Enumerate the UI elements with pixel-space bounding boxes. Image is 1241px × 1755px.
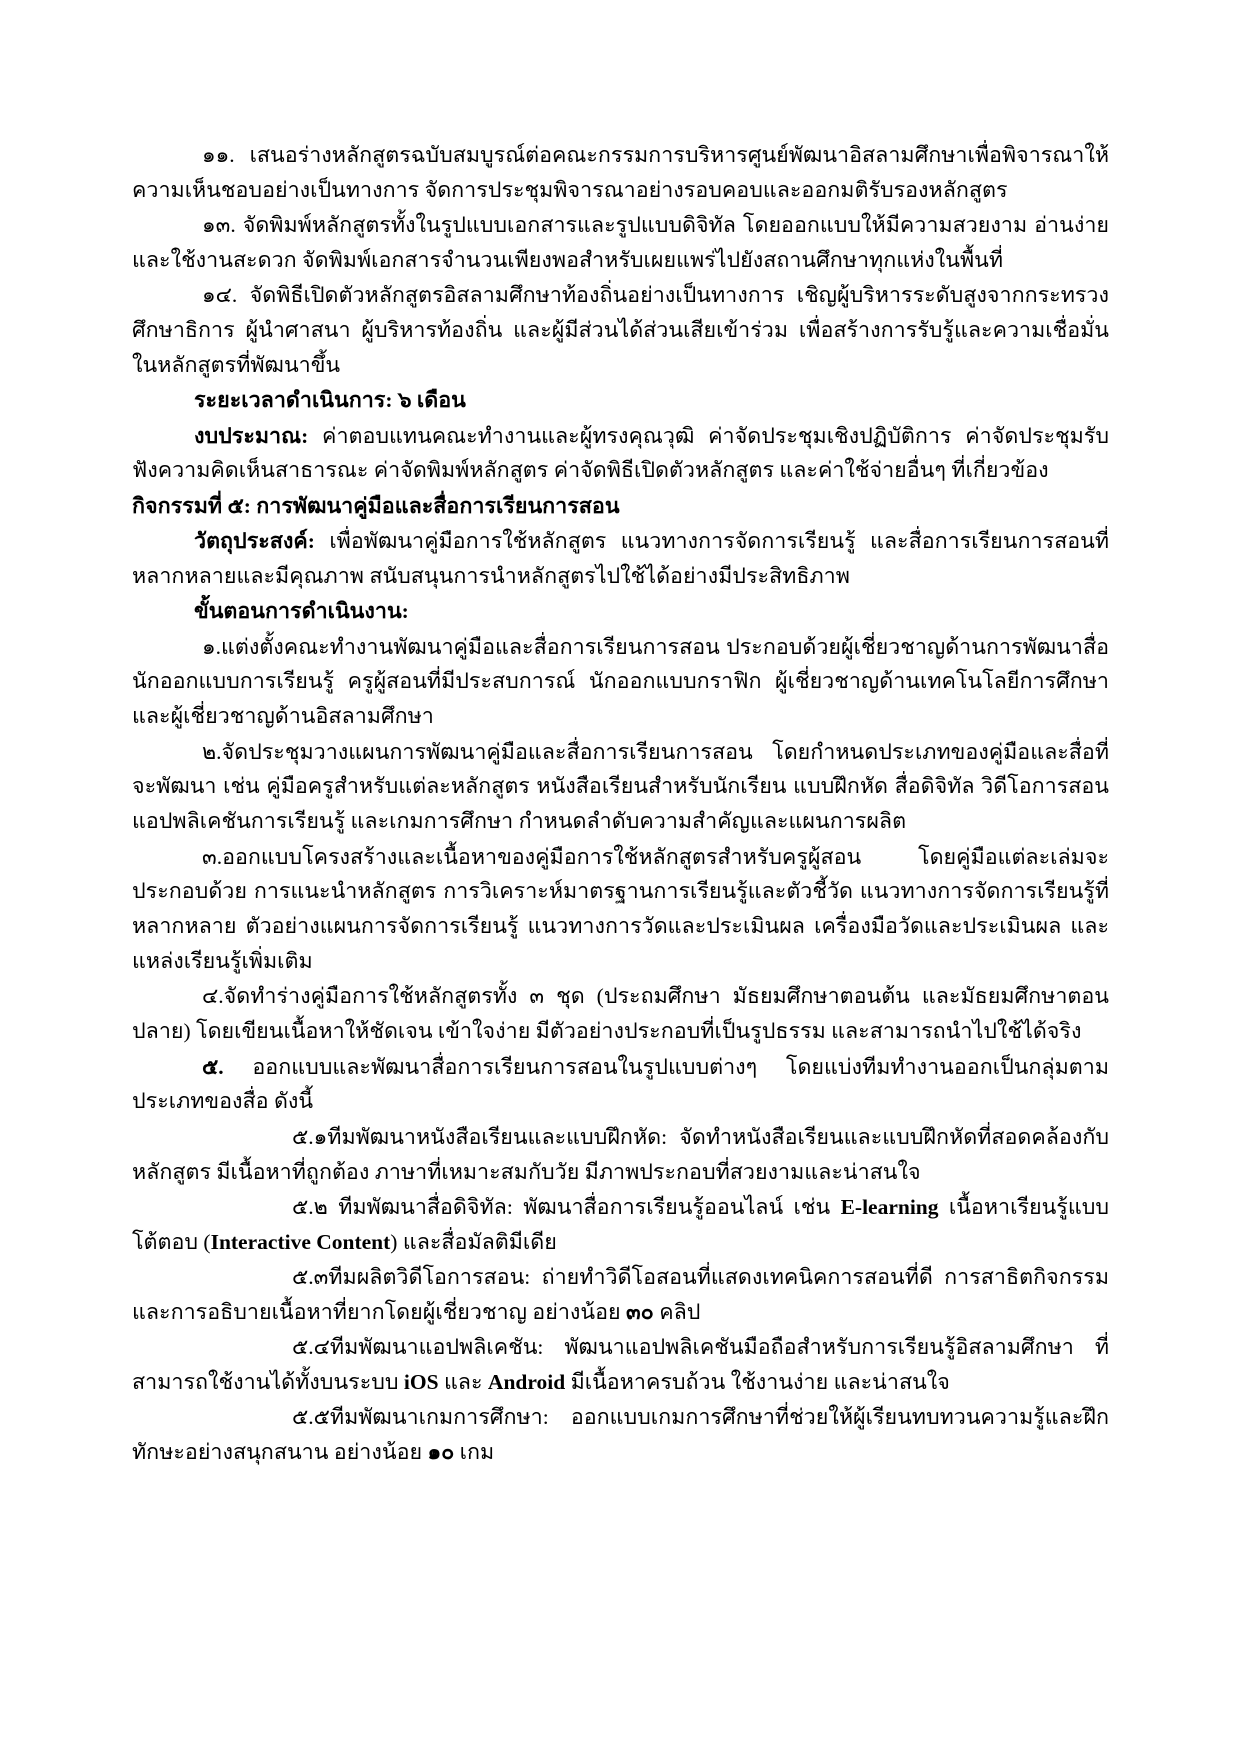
paragraph-step-5-5 xyxy=(132,1400,1109,1470)
text-run: เนื้อหาเรียนรู้แบบโต้ตอบ ( xyxy=(132,1194,1109,1254)
text-run: ๑.แต่งตั้งคณะทำงานพัฒนาคู่มือและสื่อการเรียนการสอน ประกอบด้วยผู้เชี่ยวชาญด้านการพัฒนาสื่อ นักออกแบบการเรียนรู้ ครูผู้สอนที่มีประสบการณ์ นักออกแบบกราฟิก ผู้เชี่ยวชาญด้านเทคโนโลยีการศึกษา และผู้เชี่ยวชาญด้านอิสลามศึกษา xyxy=(132,634,1109,729)
text-run: Android xyxy=(487,1369,566,1394)
text-run: ๕.๔ทีมพัฒนาแอปพลิเคชัน: พัฒนาแอปพลิเคชันมือถือสำหรับการเรียนรู้อิสลามศึกษา ที่สามารถใช้งานได้ทั้งบนระบบ xyxy=(132,1335,1109,1394)
text-run: ๒.จัดประชุมวางแผนการพัฒนาคู่มือและสื่อการเรียนการสอน โดยกำหนดประเภทของคู่มือและสื่อที่จะพัฒนา เช่น คู่มือครูสำหรับแต่ละหลักสูตร หนังสือเรียนสำหรับนักเรียน แบบฝึกหัด สื่อดิจิทัล วิดีโอการสอน แอปพลิเคชันการเรียนรู้ และเกมการศึกษา กำหนดลำดับความสำคัญและแผนการผลิต xyxy=(132,739,1109,834)
text-run: ๑๑. เสนอร่างหลักสูตรฉบับสมบูรณ์ต่อคณะกรรมการบริหารศูนย์พัฒนาอิสลามศึกษาเพื่อพิจารณาให้ความเห็นชอบอย่างเป็นทางการ จัดการประชุมพิจารณาอย่างรอบคอบและออกมติรับรองหลักสูตร xyxy=(132,143,1109,202)
text-run: ๕.๒ ทีมพัฒนาสื่อดิจิทัล: พัฒนาสื่อการเรียนรู้ออนไลน์ เช่น xyxy=(292,1194,841,1219)
text-run: ๑๔. จัดพิธีเปิดตัวหลักสูตรอิสลามศึกษาท้องถิ่นอย่างเป็นทางการ เชิญผู้บริหารระดับสูงจากกระทรวงศึกษาธิการ ผู้นำศาสนา ผู้บริหารท้องถิ่น และผู้มีส่วนได้ส่วนเสียเข้าร่วม เพื่อสร้างการรับรู้และความเชื่อมั่นในหลักสูตรที่พัฒนาขึ้น xyxy=(132,283,1109,377)
paragraph-step-3 xyxy=(132,840,1109,979)
text-run: ๕.๕ทีมพัฒนาเกมการศึกษา: ออกแบบเกมการศึกษาที่ช่วยให้ผู้เรียนทบทวนความรู้และฝึกทักษะอย่างสนุกสนาน อย่างน้อย xyxy=(132,1405,1109,1465)
text-run: ๕.๓ทีมผลิตวิดีโอการสอน: ถ่ายทำวิดีโอสอนที่แสดงเทคนิคการสอนที่ดี การสาธิตกิจกรรม และการอธิบายเนื้อหาที่ยากโดยผู้เชี่ยวชาญ อย่างน้อย xyxy=(132,1265,1109,1324)
text-run: ออกแบบและพัฒนาสื่อการเรียนการสอนในรูปแบบต่างๆ โดยแบ่งทีมทำงานออกเป็นกลุ่มตามประเภทของสื่อ ดังนี้ xyxy=(132,1054,1109,1114)
paragraph-item-13 xyxy=(132,208,1109,278)
text-run: ระยะเวลาดำเนินการ: ๖ เดือน xyxy=(194,388,466,413)
paragraph-step-5-2 xyxy=(132,1190,1109,1260)
paragraph-budget xyxy=(132,419,1109,489)
text-run: ) และสื่อมัลติมีเดีย xyxy=(390,1229,557,1254)
paragraph-step-2 xyxy=(132,735,1109,839)
paragraph-step-5 xyxy=(132,1050,1109,1120)
text-run: ๓๐ xyxy=(625,1299,654,1324)
document-body xyxy=(132,138,1109,1470)
text-run: เพื่อพัฒนาคู่มือการใช้หลักสูตร แนวทางการจัดการเรียนรู้ และสื่อการเรียนการสอนที่หลากหลายและมีคุณภาพ สนับสนุนการนำหลักสูตรไปใช้ได้อย่างมีประสิทธิภาพ xyxy=(132,529,1109,588)
paragraph-step-5-3 xyxy=(132,1260,1109,1330)
text-run: ๓.ออกแบบโครงสร้างและเนื้อหาของคู่มือการใช้หลักสูตรสำหรับครูผู้สอน โดยคู่มือแต่ละเล่มจะประกอบด้วย การแนะนำหลักสูตร การวิเคราะห์มาตรฐานการเรียนรู้และตัวชี้วัด แนวทางการจัดการเรียนรู้ที่หลากหลาย ตัวอย่างแผนการจัดการเรียนรู้ แนวทางการวัดและประเมินผล เครื่องมือวัดและประเมินผล และแหล่งเรียนรู้เพิ่มเติม xyxy=(132,844,1109,974)
text-run: ๑๐ xyxy=(427,1440,455,1465)
text-run: คลิป xyxy=(653,1299,701,1324)
paragraph-step-5-1 xyxy=(132,1120,1109,1190)
paragraph-steps-title xyxy=(132,594,1109,629)
text-run: มีเนื้อหาครบถ้วน ใช้งานง่าย และน่าสนใจ xyxy=(565,1369,950,1394)
text-run: E-learning xyxy=(840,1194,939,1219)
paragraph-item-14 xyxy=(132,278,1109,382)
paragraph-step-4 xyxy=(132,979,1109,1049)
text-run: กิจกรรมที่ ๕: การพัฒนาคู่มือและสื่อการเรียนการสอน xyxy=(132,493,620,518)
paragraph-activity-5-title xyxy=(132,489,1109,524)
text-run: iOS xyxy=(403,1369,439,1394)
text-run: และ xyxy=(438,1369,488,1394)
text-run: ขั้นตอนการดำเนินงาน: xyxy=(194,599,409,624)
paragraph-objective xyxy=(132,524,1109,594)
paragraph-item-11 xyxy=(132,138,1109,208)
paragraph-step-1 xyxy=(132,630,1109,734)
paragraph-duration xyxy=(132,383,1109,418)
text-run: เกม xyxy=(454,1440,495,1465)
text-run: ๔.จัดทำร่างคู่มือการใช้หลักสูตรทั้ง ๓ ชุด (ประถมศึกษา มัธยมศึกษาตอนต้น และมัธยมศึกษาตอนปลาย) โดยเขียนเนื้อหาให้ชัดเจน เข้าใจง่าย มีตัวอย่างประกอบที่เป็นรูปธรรม และสามารถนำไปใช้ได้จริง xyxy=(132,984,1109,1044)
text-run: ๕.๑ทีมพัฒนาหนังสือเรียนและแบบฝึกหัด: จัดทำหนังสือเรียนและแบบฝึกหัดที่สอดคล้องกับหลักสูตร มีเนื้อหาที่ถูกต้อง ภาษาที่เหมาะสมกับวัย มีภาพประกอบที่สวยงามและน่าสนใจ xyxy=(132,1124,1109,1184)
text-run: ๑๓. จัดพิมพ์หลักสูตรทั้งในรูปแบบเอกสารและรูปแบบดิจิทัล โดยออกแบบให้มีความสวยงาม อ่านง่าย และใช้งานสะดวก จัดพิมพ์เอกสารจำนวนเพียงพอสำหรับเผยแพร่ไปยังสถานศึกษาทุกแห่งในพื้นที่ xyxy=(132,213,1109,272)
paragraph-step-5-4 xyxy=(132,1330,1109,1400)
text-run: ค่าตอบแทนคณะทำงานและผู้ทรงคุณวุฒิ ค่าจัดประชุมเชิงปฏิบัติการ ค่าจัดประชุมรับฟังความคิดเห็นสาธารณะ ค่าจัดพิมพ์หลักสูตร ค่าจัดพิธีเปิดตัวหลักสูตร และค่าใช้จ่ายอื่นๆ ที่เกี่ยวข้อง xyxy=(132,423,1109,483)
text-run: Interactive Content xyxy=(210,1229,391,1254)
text-run: งบประมาณ: xyxy=(194,423,309,448)
text-run: ๕. xyxy=(202,1054,224,1079)
text-run: วัตถุประสงค์: xyxy=(194,529,315,554)
